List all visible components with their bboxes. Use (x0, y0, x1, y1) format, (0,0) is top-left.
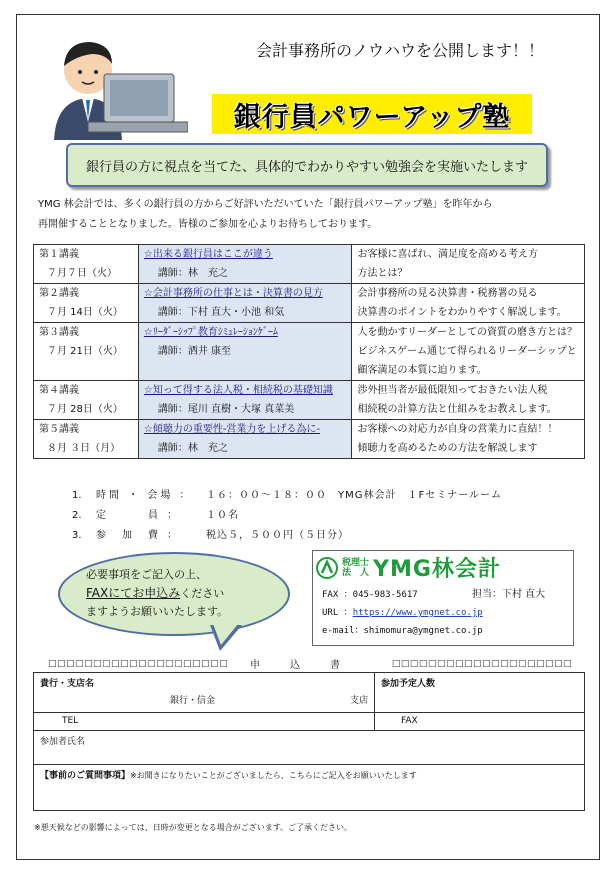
contact-email: e-mail：shimomura@ymgnet.co.jp (322, 626, 483, 636)
schedule-row (34, 420, 585, 459)
intro-line: YMG 林会計では、多くの銀行員の方からご好評いただいていた「銀行員パワーアップ塾」を昨年から (38, 199, 493, 210)
fax-emphasis: FAXにてお申込み (86, 586, 181, 600)
lecture-number: 第５講義 (39, 424, 79, 435)
description-cell (352, 284, 585, 323)
logo-sub-line: 法 人 (342, 567, 370, 578)
lecture-date: ８月 ３日（月） (47, 443, 121, 454)
bubble-line-rest: ください (180, 587, 225, 600)
lecture-topic: ☆ﾘｰﾀﾞｰｼｯﾌﾟ教育ｼﾐｭﾚｰｼｮﾝｹﾞｰﾑ (143, 327, 278, 338)
footer-note: ※悪天候などの影響によっては、日時が変更となる場合がございます。ご了承ください。 (34, 823, 353, 832)
speech-bubble-tail-fill (213, 624, 238, 645)
contact-url-row (322, 604, 572, 622)
lecture-cell (34, 381, 139, 420)
intro-text (38, 195, 586, 235)
description-cell (352, 323, 585, 381)
attendee-names-label: 参加者氏名 (40, 737, 86, 747)
description-line: 会計事務所の見る決算書・税務署の見る (357, 288, 538, 299)
info-value: １６：００～１８：００ YMG林会計 １Fセミナールーム (206, 490, 503, 501)
logo-name: YMG林会計 (373, 557, 501, 582)
info-num: 3. (72, 530, 82, 541)
description-line: ビジネスゲーム通じて得られるリーダーシップと (357, 346, 577, 357)
lecture-number: 第１講義 (39, 249, 79, 260)
bank-suffix: 銀行・信金 (170, 696, 216, 706)
info-value: １０名 (206, 510, 239, 521)
lecturer-name: 講師：下村 直大・小池 和気 (157, 307, 285, 318)
description-line: 傾聴力を高めるための方法を解説します (357, 443, 538, 454)
lecture-date: ７月７日（火） (47, 268, 117, 279)
description-line: 相続税の計算方法と仕組みをお教えします。 (357, 404, 557, 415)
description-line: お客様に喜ばれ、満足度を高める考え方 (357, 249, 539, 260)
title-banner (212, 94, 532, 134)
description-line: 顧客満足の本質に迫ります。 (357, 365, 487, 376)
info-label: 時間 ・ 会場 ： (96, 490, 193, 501)
info-label: 定 員 ： (96, 510, 181, 521)
company-logo (316, 552, 501, 583)
company-logo-mark-icon (316, 557, 338, 579)
description-line: お客様への対応力が自身の営業力に直結！！ (357, 424, 558, 435)
subtitle-banner: 銀行員の方に視点を当てた、具体的でわかりやすい勉強会を実施いたします (66, 143, 548, 187)
lecturer-name: 講師：酒井 康至 (157, 346, 232, 357)
branch-suffix: 支店 (349, 696, 368, 706)
lecture-cell (34, 284, 139, 323)
attendees-count-label: 参加予定人数 (381, 679, 436, 689)
lecture-topic: ☆知って得する法人税・相続税の基礎知識 (143, 385, 333, 396)
prior-questions-hint: ※お聞きになりたいことがございましたら、こちらにご記入をお願いいたします (130, 771, 417, 780)
contact-fax: FAX ：045-983-5617 (322, 590, 418, 600)
lecturer-name: 講師：林 充之 (157, 268, 228, 279)
description-cell (352, 381, 585, 420)
application-form-table (33, 672, 585, 811)
company-url-link[interactable]: https://www.ymgnet.co.jp (352, 608, 483, 618)
application-form-title: 申込書 (250, 660, 370, 671)
description-cell (352, 245, 585, 284)
description-line: 方法とは？ (357, 268, 408, 279)
info-row-time-venue (72, 486, 552, 506)
bank-suffix-row (40, 689, 368, 706)
lecture-date: ７月 14日（火） (47, 307, 123, 318)
description-line: 決算書のポイントをわかりやすく解説します。 (357, 307, 567, 318)
bubble-line: ますようお願いいたします。 (86, 605, 229, 618)
page-title: 銀行員パワーアップ塾 (233, 101, 511, 133)
lecture-number: 第４講義 (39, 385, 79, 396)
info-num: 1. (72, 490, 82, 501)
attendees-count-cell[interactable] (375, 673, 585, 713)
topic-cell (138, 381, 352, 420)
page-headline: 会計事務所のノウハウを公開します！！ (255, 41, 544, 60)
info-value: 税込５，５００円（５日分） (206, 530, 349, 541)
contact-person: 担当：下村 直大 (472, 589, 546, 600)
topic-cell (138, 420, 352, 459)
bank-name-cell[interactable] (34, 673, 375, 713)
description-cell (352, 420, 585, 459)
schedule-row (34, 245, 585, 284)
tel-label: TEL (62, 716, 79, 726)
company-contact (322, 586, 572, 640)
application-form-header (48, 656, 572, 671)
info-num: 2. (72, 510, 82, 521)
lecture-cell (34, 323, 139, 381)
info-row-fee (72, 526, 552, 546)
tel-cell[interactable] (34, 713, 375, 731)
topic-cell (138, 323, 352, 381)
decorative-boxes: □□□□□□□□□□□□□□□□□□□□ (48, 658, 229, 669)
lecture-schedule-table (33, 244, 585, 459)
schedule-row (34, 284, 585, 323)
lecture-date: ７月 21日（火） (47, 346, 123, 357)
logo-sub (342, 558, 369, 578)
prior-questions-label: 【事前のご質問事項】 (40, 771, 131, 781)
lecture-number: 第２講義 (39, 288, 79, 299)
lecture-topic: ☆出来る銀行員はここが違う (143, 249, 273, 260)
description-line: 人を動かすリーダーとしての資質の磨き方とは？ (357, 327, 578, 338)
bank-name-label: 貴行・支店名 (40, 679, 95, 689)
lecture-cell (34, 245, 139, 284)
fax-label: FAX (401, 716, 418, 726)
schedule-row (34, 323, 585, 381)
info-label: 参 加 費 ： (96, 530, 181, 541)
bubble-line: 必要事項をご記入の上、 (86, 568, 207, 581)
intro-line: 再開催することとなりました。皆様のご参加を心よりお待ちしております。 (38, 219, 378, 230)
topic-cell (138, 245, 352, 284)
lecture-cell (34, 420, 139, 459)
info-row-capacity (72, 506, 552, 526)
speech-bubble-text (86, 566, 286, 621)
lecture-date: ７月 28日（火） (47, 404, 123, 415)
lecture-topic: ☆会計事務所の仕事とは・決算書の見方 (143, 288, 323, 299)
contact-url-label: URL ： (322, 608, 353, 618)
lecture-topic: ☆傾聴力の重要性-営業力を上げる為に- (143, 424, 321, 435)
schedule-row (34, 381, 585, 420)
lecture-number: 第３講義 (39, 327, 79, 338)
lecturer-name: 講師：尾川 直樹・大塚 真菜美 (157, 404, 295, 415)
bubble-line (86, 584, 286, 603)
prior-questions-cell[interactable] (34, 765, 585, 811)
lecturer-name: 講師：林 充之 (157, 443, 228, 454)
event-info-list (72, 486, 552, 546)
businessman-laptop-illustration (48, 30, 188, 148)
logo-sub-line: 税理士 (342, 557, 370, 568)
decorative-boxes: □□□□□□□□□□□□□□□□□□□□ (391, 658, 572, 669)
description-line: 渉外担当者が最低限知っておきたい法人税 (357, 385, 548, 396)
fax-cell[interactable] (375, 713, 585, 731)
topic-cell (138, 284, 352, 323)
attendee-names-cell[interactable] (34, 731, 585, 765)
